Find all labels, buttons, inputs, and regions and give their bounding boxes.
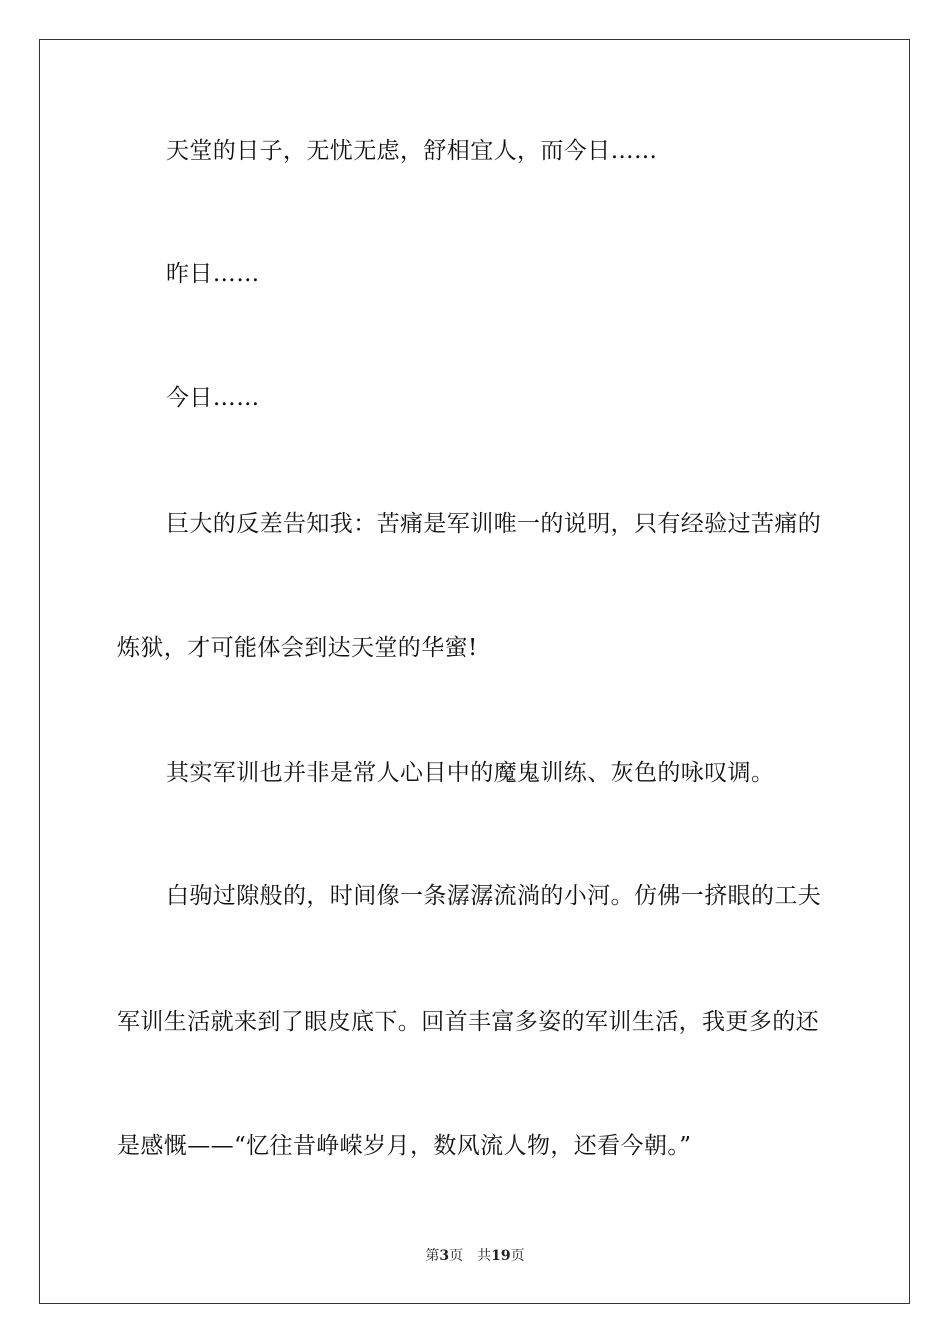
page-number: 3 <box>439 1248 450 1264</box>
paragraph-line: 巨大的反差告知我：苦痛是军训唯一的说明，只有经验过苦痛的 <box>166 511 822 537</box>
paragraph-line: 白驹过隙般的，时间像一条潺潺流淌的小河。仿佛一挤眼的工夫 <box>166 883 822 909</box>
paragraph-line: 天堂的日子，无忧无虑，舒相宜人，而今日…… <box>166 138 658 164</box>
total-prefix: 共 <box>477 1248 492 1264</box>
paragraph-line: 是感慨——“忆往昔峥嵘岁月，数风流人物，还看今朝。” <box>117 1133 692 1159</box>
total-suffix: 页 <box>510 1248 525 1264</box>
page-border <box>39 39 910 1304</box>
paragraph-line: 炼狱，才可能体会到达天堂的华蜜! <box>117 635 478 661</box>
total-pages: 19 <box>491 1248 511 1264</box>
page-suffix: 页 <box>449 1248 464 1264</box>
paragraph-line: 今日…… <box>166 385 260 411</box>
paragraph-line: 军训生活就来到了眼皮底下。回首丰富多姿的军训生活，我更多的还 <box>117 1009 819 1035</box>
page-footer <box>0 1247 950 1265</box>
paragraph-line: 昨日…… <box>166 261 260 287</box>
page-prefix: 第 <box>425 1248 440 1264</box>
paragraph-line: 其实军训也并非是常人心目中的魔鬼训练、灰色的咏叹调。 <box>166 760 775 786</box>
